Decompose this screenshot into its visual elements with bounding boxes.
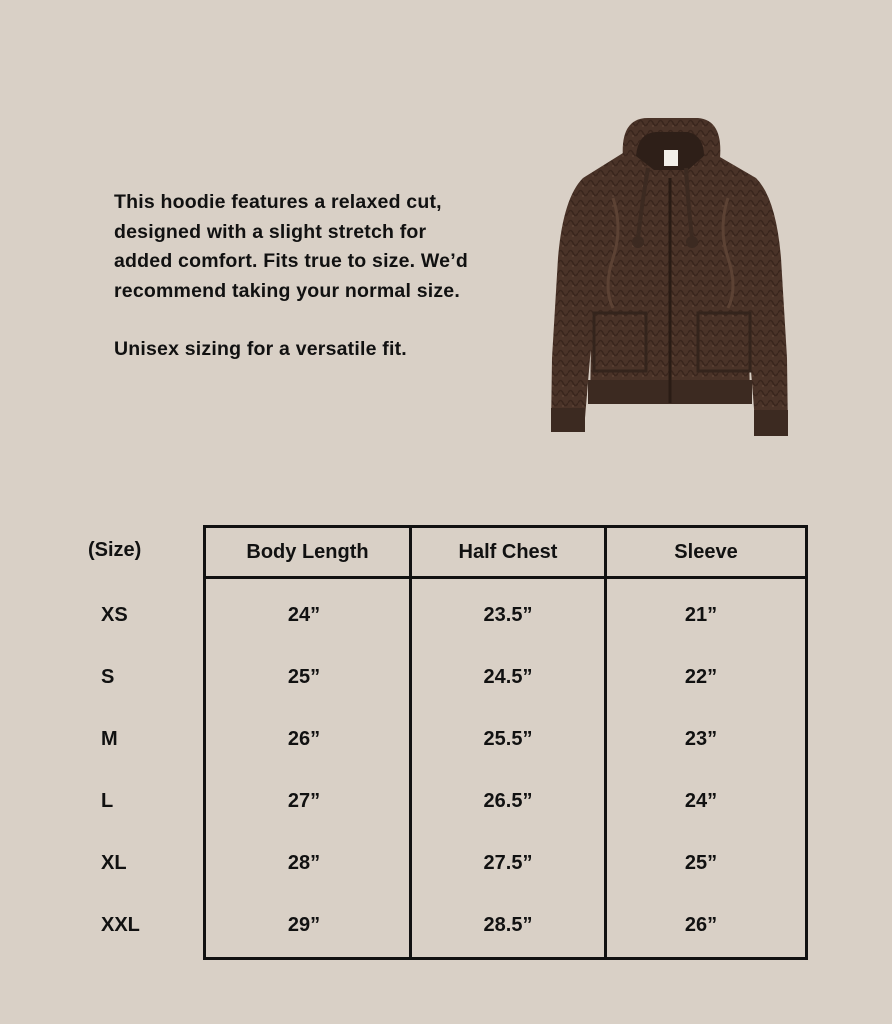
column-divider xyxy=(409,528,412,957)
size-column-header: (Size) xyxy=(88,539,142,561)
description-line: This hoodie features a relaxed cut, xyxy=(114,191,442,213)
size-label-s: S xyxy=(101,666,115,688)
cell-body-length: 27” xyxy=(287,790,321,812)
size-label-xs: XS xyxy=(101,604,128,626)
column-header-body-length: Body Length xyxy=(246,540,369,563)
cell-sleeve: 22” xyxy=(684,666,718,688)
size-chart-table xyxy=(203,525,808,960)
hoodie-illustration xyxy=(538,108,800,448)
size-label-xl: XL xyxy=(101,852,127,874)
column-header-half-chest: Half Chest xyxy=(458,540,558,563)
cell-body-length: 26” xyxy=(287,728,321,750)
cell-sleeve: 24” xyxy=(684,790,718,812)
cell-body-length: 24” xyxy=(287,604,321,626)
size-label-xxl: XXL xyxy=(101,914,140,936)
column-header-sleeve: Sleeve xyxy=(674,540,738,563)
description-paragraph-fit xyxy=(114,188,514,306)
cell-half-chest: 27.5” xyxy=(483,852,533,874)
cell-half-chest: 23.5” xyxy=(483,604,533,626)
cell-sleeve: 21” xyxy=(684,604,718,626)
size-label-l: L xyxy=(101,790,114,812)
cell-half-chest: 28.5” xyxy=(483,914,533,936)
cell-sleeve: 23” xyxy=(684,728,718,750)
cell-half-chest: 25.5” xyxy=(483,728,533,750)
cell-half-chest: 24.5” xyxy=(483,666,533,688)
cell-body-length: 29” xyxy=(287,914,321,936)
cell-half-chest: 26.5” xyxy=(483,790,533,812)
description-line: designed with a slight stretch for xyxy=(114,220,427,243)
product-description xyxy=(114,188,514,394)
description-line: recommend taking your normal size. xyxy=(114,279,460,302)
cell-sleeve: 26” xyxy=(684,914,718,936)
cell-body-length: 25” xyxy=(287,666,321,688)
size-label-m: M xyxy=(101,728,118,750)
cell-sleeve: 25” xyxy=(684,852,718,874)
description-paragraph-unisex: Unisex sizing for a versatile fit. xyxy=(114,338,407,360)
description-line: added comfort. Fits true to size. We’d xyxy=(114,250,468,272)
product-image-hoodie xyxy=(538,108,800,448)
header-divider xyxy=(206,576,805,579)
cell-body-length: 28” xyxy=(287,852,321,874)
column-divider xyxy=(604,528,607,957)
